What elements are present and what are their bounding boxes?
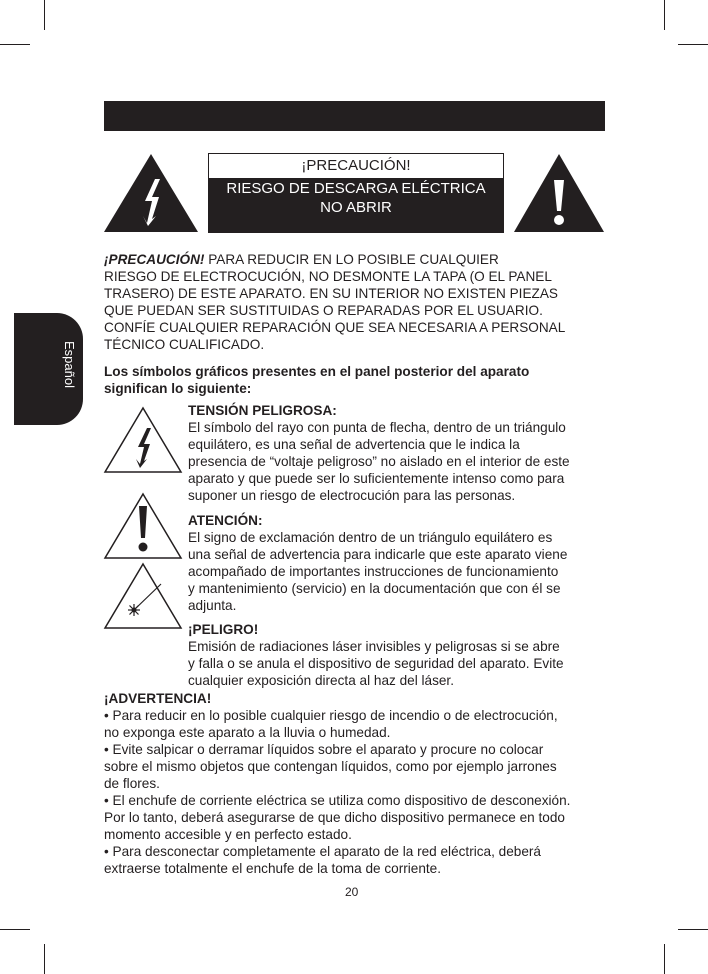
warning-line: momento accesible y en perfecto estado. bbox=[104, 827, 352, 842]
crop-mark bbox=[678, 929, 708, 930]
intro-line: significan lo siguiente: bbox=[104, 381, 252, 396]
warning-line: extraerse totalmente el enchufe de la toma de corriente. bbox=[104, 861, 442, 876]
warning-title: ¡ADVERTENCIA! bbox=[104, 691, 212, 706]
symbol-description bbox=[188, 512, 567, 614]
language-tab-label: Español bbox=[62, 341, 77, 388]
symbol-line: El símbolo del rayo con punta de flecha, dentro de un triángulo bbox=[188, 420, 566, 435]
symbol-line: aparato y que puede ser lo suficientemente intenso como para bbox=[188, 471, 565, 486]
symbol-line: una señal de advertencia para indicarle que este aparato viene bbox=[188, 547, 568, 562]
paragraph-line: TRASERO) DE ESTE APARATO. EN SU INTERIOR NO EXISTEN PIEZAS bbox=[104, 286, 558, 301]
caution-paragraph bbox=[104, 251, 614, 353]
caution-label-line: NO ABRIR bbox=[320, 199, 392, 216]
crop-mark bbox=[44, 944, 45, 974]
caution-label-title: ¡PRECAUCIÓN! bbox=[209, 154, 503, 178]
intro-line: Los símbolos gráficos presentes en el panel posterior del aparato bbox=[104, 364, 530, 379]
warning-line: • El enchufe de corriente eléctrica se utiliza como dispositivo de desconexión. bbox=[104, 793, 571, 808]
symbol-title: ¡PELIGRO! bbox=[188, 622, 259, 637]
crop-mark bbox=[44, 0, 45, 30]
crop-mark bbox=[0, 929, 30, 930]
exclamation-triangle-icon bbox=[513, 153, 605, 233]
symbol-line: cualquier exposición directa al haz del láser. bbox=[188, 673, 454, 688]
crop-mark bbox=[664, 944, 665, 974]
crop-mark bbox=[0, 44, 30, 45]
symbol-line: y falla o se anula el dispositivo de seguridad del aparato. Evite bbox=[188, 656, 564, 671]
paragraph-line: CONFÍE CUALQUIER REPARACIÓN QUE SEA NECESARIA A PERSONAL bbox=[104, 320, 566, 335]
paragraph-line: RIESGO DE ELECTROCUCIÓN, NO DESMONTE LA TAPA (O EL PANEL bbox=[104, 269, 552, 284]
symbol-line: presencia de “voltaje peligroso” no aislado en el interior de este bbox=[188, 454, 570, 469]
warning-section bbox=[104, 690, 614, 877]
warning-line: Por lo tanto, deberá asegurarse de que dicho dispositivo permanece en todo bbox=[104, 810, 565, 825]
symbols-intro bbox=[104, 363, 614, 397]
paragraph-line: QUE PUEDAN SER SUSTITUIDAS O REPARADAS POR EL USUARIO. bbox=[104, 303, 543, 318]
symbol-description bbox=[188, 402, 570, 504]
symbol-line: y mantenimiento (servicio) en la documentación que con él se bbox=[188, 581, 561, 596]
warning-line: • Evite salpicar o derramar líquidos sobre el aparato y procure no colocar bbox=[104, 742, 544, 757]
lightning-triangle-icon bbox=[103, 406, 183, 474]
symbol-title: TENSIÓN PELIGROSA: bbox=[188, 403, 337, 418]
symbol-line: equilátero, es una señal de advertencia que le indica la bbox=[188, 437, 520, 452]
crop-mark bbox=[678, 44, 708, 45]
symbol-description bbox=[188, 621, 564, 689]
laser-warning-icon bbox=[103, 562, 183, 630]
warning-line: sobre el mismo objetos que contengan líquidos, como por ejemplo jarrones bbox=[104, 759, 557, 774]
symbol-title: ATENCIÓN: bbox=[188, 513, 263, 528]
exclamation-triangle-icon bbox=[103, 492, 183, 560]
warning-line: de flores. bbox=[104, 776, 160, 791]
page-number: 20 bbox=[345, 885, 359, 899]
warning-line: • Para reducir en lo posible cualquier riesgo de incendio o de electrocución, bbox=[104, 708, 558, 723]
symbol-line: Emisión de radiaciones láser invisibles y peligrosas si se abre bbox=[188, 639, 560, 654]
caution-lead: ¡PRECAUCIÓN! bbox=[104, 252, 205, 267]
paragraph-line: TÉCNICO CUALIFICADO. bbox=[104, 337, 265, 352]
caution-label bbox=[208, 153, 504, 233]
symbol-line: El signo de exclamación dentro de un triángulo equilátero es bbox=[188, 530, 553, 545]
crop-mark bbox=[664, 0, 665, 30]
lightning-triangle-icon bbox=[103, 153, 199, 233]
language-tab bbox=[14, 313, 83, 425]
symbol-line: suponer un riesgo de electrocución para las personas. bbox=[188, 488, 516, 503]
caution-label-line: RIESGO DE DESCARGA ELÉCTRICA bbox=[226, 180, 486, 197]
symbol-line: adjunta. bbox=[188, 598, 237, 613]
symbol-line: acompañado de importantes instrucciones de funcionamiento bbox=[188, 564, 559, 579]
warning-line: no exponga este aparato a la lluvia o humedad. bbox=[104, 725, 391, 740]
warning-line: • Para desconectar completamente el aparato de la red eléctrica, deberá bbox=[104, 844, 541, 859]
paragraph-line: PARA REDUCIR EN LO POSIBLE CUALQUIER bbox=[204, 252, 499, 267]
header-bar bbox=[104, 101, 605, 131]
